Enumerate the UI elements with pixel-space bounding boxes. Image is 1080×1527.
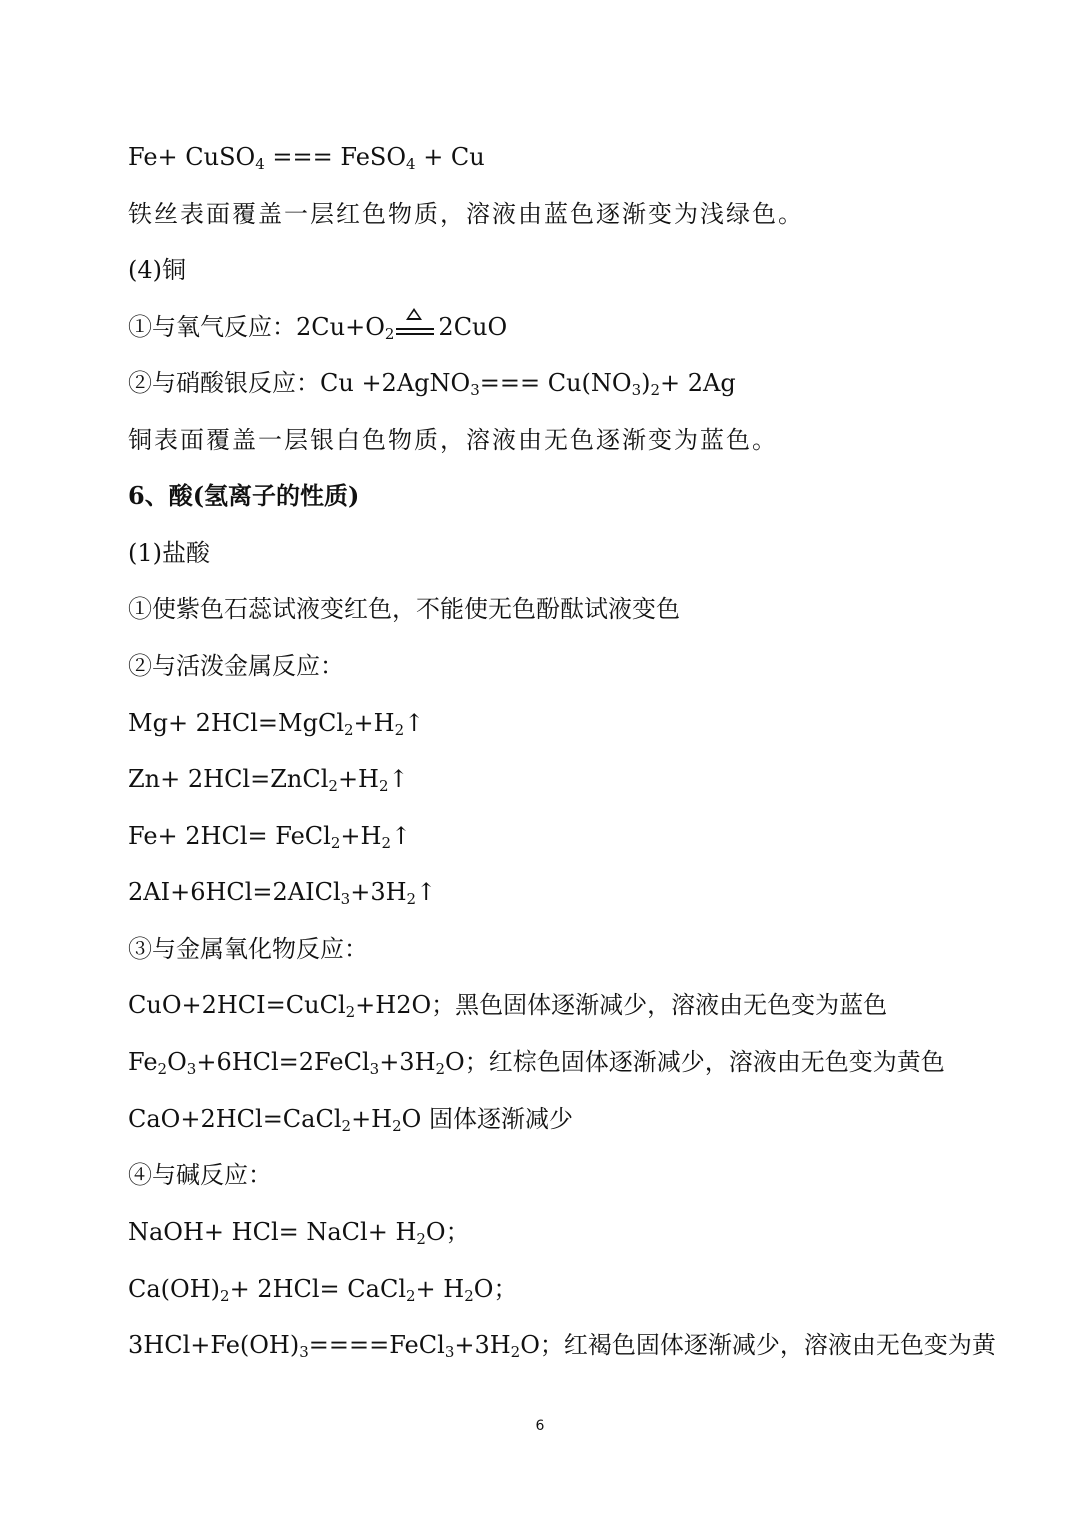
subscript: 3 xyxy=(299,1343,309,1361)
equation-cu-o2 xyxy=(128,312,507,342)
text: === Cu(NO xyxy=(479,369,632,397)
equation-naoh-hcl xyxy=(128,1217,470,1247)
subscript: 2 xyxy=(406,1287,416,1305)
text: + H xyxy=(415,1275,465,1303)
subscript: 2 xyxy=(341,1117,352,1135)
item-active-metals: ②与活泼金属反应： xyxy=(128,652,344,680)
page-number: 6 xyxy=(535,1418,545,1434)
section-heading-acid: 6、酸(氢离子的性质) xyxy=(128,481,360,510)
equation-fe2o3-hcl xyxy=(128,1047,945,1077)
text: 3HCl+Fe(OH) xyxy=(128,1331,300,1359)
text: Ca(OH) xyxy=(128,1275,221,1303)
item-metal-oxides: ③与金属氧化物反应： xyxy=(128,935,368,963)
item-indicator: ①使紫色石蕊试液变红色，不能使无色酚酞试液变色 xyxy=(128,595,680,623)
text: CuO+2HCI=CuCl xyxy=(128,991,346,1019)
text: ①与氧气反应：2Cu+O xyxy=(128,313,385,341)
text: 2AI+6HCl=2AICl xyxy=(128,878,341,906)
text: Fe+ CuSO xyxy=(128,143,256,171)
text: ↑ xyxy=(390,822,412,850)
text: + 2HCl= CaCl xyxy=(229,1275,406,1303)
subscript: 2 xyxy=(435,1060,446,1078)
text: +H xyxy=(351,1105,393,1133)
equation-caoh2-hcl xyxy=(128,1274,517,1304)
text: +H xyxy=(337,765,379,793)
subscript: 3 xyxy=(631,381,642,399)
subscript: 3 xyxy=(186,1060,197,1078)
observation-copper: 铜表面覆盖一层银白色物质，溶液由无色逐渐变为蓝色。 xyxy=(128,426,778,454)
text: ②与硝酸银反应：Cu +2AgNO xyxy=(128,369,471,397)
observation-iron: 铁丝表面覆盖一层红色物质，溶液由蓝色逐渐变为浅绿色。 xyxy=(128,200,804,228)
subscript: 2 xyxy=(345,1003,356,1021)
text: ↑ xyxy=(404,709,425,737)
subscript: 2 xyxy=(510,1343,521,1361)
text: +3H xyxy=(379,1048,436,1076)
subscript: 2 xyxy=(157,1060,168,1078)
text: +3H xyxy=(454,1331,511,1359)
subscript: 4 xyxy=(255,155,265,173)
equation-fe-cuso4 xyxy=(128,142,485,172)
text: +H2O；黑色固体逐渐减少，溶液由无色变为蓝色 xyxy=(355,991,888,1019)
equation-cuo-hcl xyxy=(128,990,887,1020)
subscript: 2 xyxy=(330,834,341,852)
equation-al-hcl xyxy=(128,877,436,907)
text: Fe+ 2HCl= FeCl xyxy=(128,822,331,850)
text: +6HCl=2FeCl xyxy=(196,1048,370,1076)
item-bases: ④与碱反应： xyxy=(128,1161,272,1189)
text: O； xyxy=(425,1218,470,1246)
subscript: 2 xyxy=(416,1230,426,1248)
text: + Cu xyxy=(415,143,485,171)
text: +H xyxy=(340,822,382,850)
equation-feoh3-hcl xyxy=(128,1330,996,1360)
subheading-copper: (4)铜 xyxy=(128,256,186,284)
text: ====FeCl xyxy=(308,1331,445,1359)
equation-cu-agno3 xyxy=(128,368,736,398)
text: + 2Ag xyxy=(660,369,736,397)
equation-cao-hcl xyxy=(128,1104,573,1134)
text: 2CuO xyxy=(438,313,508,341)
text: O 固体逐渐减少 xyxy=(401,1105,573,1133)
subscript: 2 xyxy=(344,721,354,739)
subscript: 3 xyxy=(369,1060,380,1078)
text: +H xyxy=(353,709,395,737)
text: CaO+2HCl=CaCl xyxy=(128,1105,342,1133)
subscript: 3 xyxy=(470,381,480,399)
equation-mg-hcl xyxy=(128,708,424,738)
subscript: 2 xyxy=(328,777,338,795)
text: O；红褐色固体逐渐减少，溶液由无色变为黄 xyxy=(520,1331,996,1359)
subscript: 2 xyxy=(378,777,389,795)
text: ↑ xyxy=(388,765,409,793)
subscript: 2 xyxy=(381,834,391,852)
text: +3H xyxy=(350,878,407,906)
subscript: 3 xyxy=(444,1343,455,1361)
text: ) xyxy=(641,369,651,397)
subscript: 3 xyxy=(340,890,351,908)
subscript: 2 xyxy=(406,890,417,908)
equation-zn-hcl xyxy=(128,764,409,794)
subscript: 2 xyxy=(394,721,405,739)
text: Mg+ 2HCl=MgCl xyxy=(128,709,344,737)
text: ↑ xyxy=(416,878,437,906)
text: O；红棕色固体逐渐减少，溶液由无色变为黄色 xyxy=(445,1048,945,1076)
subscript: 2 xyxy=(384,325,395,343)
text: === FeSO xyxy=(264,143,407,171)
text: Zn+ 2HCl=ZnCl xyxy=(128,765,329,793)
subscript: 2 xyxy=(464,1287,474,1305)
subscript: 2 xyxy=(220,1287,230,1305)
text: Fe xyxy=(128,1048,158,1076)
text: NaOH+ HCl= NaCl+ H xyxy=(128,1218,417,1246)
heating-triangle-icon xyxy=(394,312,438,342)
subscript: 2 xyxy=(650,381,661,399)
text: O； xyxy=(473,1275,518,1303)
subscript: 4 xyxy=(406,155,416,173)
text: O xyxy=(167,1048,187,1076)
subscript: 2 xyxy=(392,1117,402,1135)
subheading-hcl: (1)盐酸 xyxy=(128,539,210,567)
equation-fe-hcl xyxy=(128,821,411,851)
